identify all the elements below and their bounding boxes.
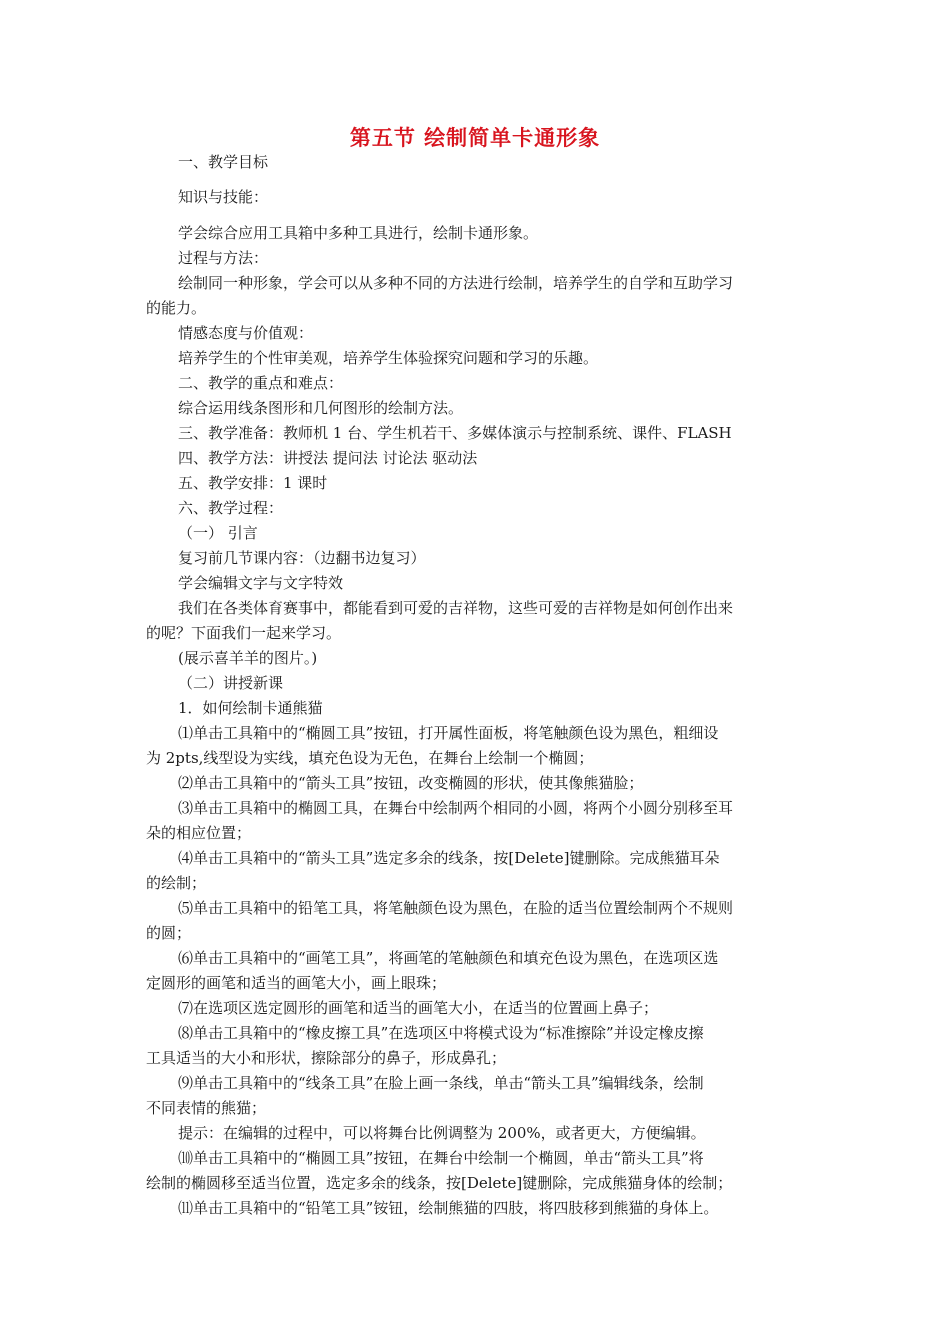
step-line: 的绘制；: [146, 874, 207, 892]
paragraph-line: 绘制同一种形象，学会可以从多种不同的方法进行绘制，培养学生的自学和互助学习: [178, 274, 734, 292]
paragraph-line: 1．如何绘制卡通熊猫: [178, 699, 323, 717]
step-line: ⑹单击工具箱中的“画笔工具”，将画笔的笔触颜色和填充色设为黑色，在选项区选: [178, 949, 719, 967]
step-line: 定圆形的画笔和适当的画笔大小，画上眼珠；: [146, 974, 447, 992]
step-line: ⑴单击工具箱中的“椭圆工具”按钮，打开属性面板，将笔触颜色设为黑色，粗细设: [178, 724, 719, 742]
step-line: ⑽单击工具箱中的“椭圆工具”按钮，在舞台中绘制一个椭圆，单击“箭头工具”将: [178, 1149, 704, 1167]
subheading: 过程与方法：: [178, 249, 269, 267]
paragraph-line: 我们在各类体育赛事中，都能看到可爱的吉祥物，这些可爱的吉祥物是如何创作出来: [178, 599, 734, 617]
paragraph-line: 综合运用线条图形和几何图形的绘制方法。: [178, 399, 464, 417]
step-line: ⑻单击工具箱中的“橡皮擦工具”在选项区中将模式设为“标准擦除”并设定橡皮擦: [178, 1024, 704, 1042]
step-line: 为 2pts,线型设为实线，填充色设为无色，在舞台上绘制一个椭圆；: [146, 749, 594, 767]
page-title: 第五节 绘制简单卡通形象: [349, 126, 601, 150]
paragraph-line: 学会综合应用工具箱中多种工具进行，绘制卡通形象。: [178, 224, 539, 242]
paragraph-line: 学会编辑文字与文字特效: [178, 574, 344, 592]
step-line: ⑶单击工具箱中的椭圆工具，在舞台中绘制两个相同的小圆，将两个小圆分别移至耳: [178, 799, 734, 817]
step-line: ⑺在选项区选定圆形的画笔和适当的画笔大小，在适当的位置画上鼻子；: [178, 999, 659, 1017]
paragraph-line: 培养学生的个性审美观，培养学生体验探究问题和学习的乐趣。: [178, 349, 599, 367]
paragraph-line: (展示喜羊羊的图片。): [178, 649, 318, 667]
step-line: 工具适当的大小和形状，擦除部分的鼻子，形成鼻孔；: [146, 1049, 507, 1067]
section-heading: 一、教学目标: [178, 153, 269, 171]
step-line: ⑼单击工具箱中的“线条工具”在脸上画一条线，单击“箭头工具”编辑线条，绘制: [178, 1074, 704, 1092]
paragraph-line: 的能力。: [146, 299, 207, 317]
section-heading: 四、教学方法：讲授法 提问法 讨论法 驱动法: [178, 449, 478, 467]
subheading: 情感态度与价值观：: [178, 324, 314, 342]
step-line: 绘制的椭圆移至适当位置，选定多余的线条，按[Delete]键删除，完成熊猫身体的绘制；: [146, 1174, 733, 1192]
step-line: ⑷单击工具箱中的“箭头工具”选定多余的线条，按[Delete]键删除。完成熊猫耳朵: [178, 849, 720, 867]
section-heading: 五、教学安排：1 课时: [178, 474, 328, 492]
subheading: 知识与技能：: [178, 188, 269, 206]
step-line: ⑸单击工具箱中的铅笔工具，将笔触颜色设为黑色，在脸的适当位置绘制两个不规则: [178, 899, 734, 917]
step-line: 朵的相应位置；: [146, 824, 252, 842]
section-heading: 三、教学准备：教师机 1 台、学生机若干、多媒体演示与控制系统、课件、FLASH: [178, 424, 732, 442]
step-line: 不同表情的熊猫；: [146, 1099, 267, 1117]
paragraph-line: 的呢？下面我们一起来学习。: [146, 624, 342, 642]
section-heading: 二、教学的重点和难点：: [178, 374, 344, 392]
subsection-heading: （二）讲授新课: [178, 674, 284, 692]
tip-line: 提示：在编辑的过程中，可以将舞台比例调整为 200%，或者更大，方便编辑。: [178, 1124, 706, 1142]
section-heading: 六、教学过程：: [178, 499, 284, 517]
step-line: ⑵单击工具箱中的“箭头工具”按钮，改变椭圆的形状，使其像熊猫脸；: [178, 774, 644, 792]
step-line: ⑾单击工具箱中的“铅笔工具”铵钮，绘制熊猫的四肢，将四肢移到熊猫的身体上。: [178, 1199, 719, 1217]
paragraph-line: 复习前几节课内容：（边翻书边复习）: [178, 549, 426, 567]
subsection-heading: （一） 引言: [178, 524, 258, 542]
step-line: 的圆；: [146, 924, 192, 942]
